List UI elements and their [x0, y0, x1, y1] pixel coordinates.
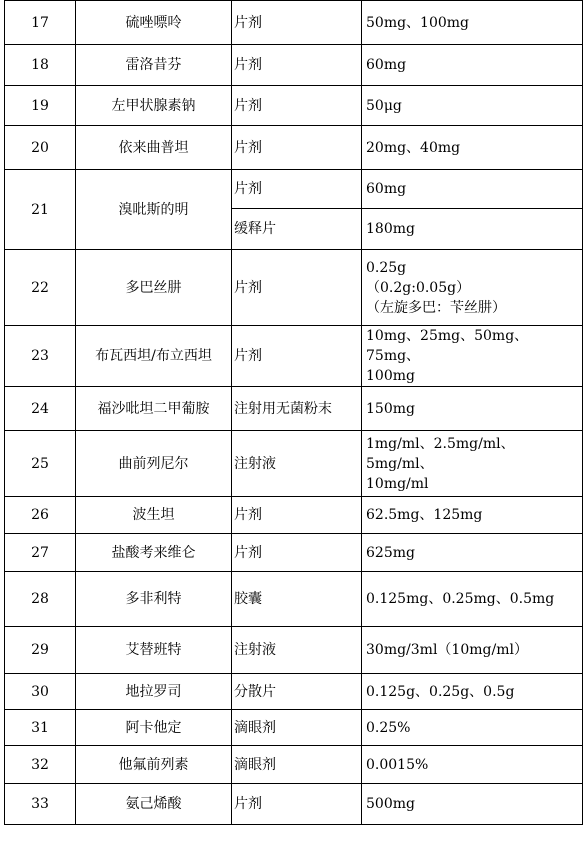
specification-line: 20mg、40mg — [366, 139, 461, 156]
row-number-cell: 19 — [5, 86, 76, 126]
specification-cell — [362, 784, 583, 825]
specification-line: 0.25% — [366, 719, 411, 736]
table-row — [5, 431, 583, 497]
dosage-form-cell: 注射液 — [232, 627, 362, 674]
dosage-form-cell: 片剂 — [232, 86, 362, 126]
table-row — [5, 627, 583, 674]
drug-name-cell: 左甲状腺素钠 — [76, 86, 232, 126]
row-number-cell: 31 — [5, 710, 76, 746]
specification-cell — [362, 572, 583, 627]
dosage-form-cell: 片剂 — [232, 326, 362, 387]
specification-cell — [362, 1, 583, 45]
dosage-form-cell: 片剂 — [232, 250, 362, 326]
specification-cell — [362, 86, 583, 126]
row-number-cell: 21 — [5, 170, 76, 250]
drug-name-cell: 盐酸考来维仑 — [76, 534, 232, 572]
table-row — [5, 126, 583, 170]
row-number-cell: 22 — [5, 250, 76, 326]
drug-name-cell: 艾替班特 — [76, 627, 232, 674]
specification-line: 1mg/ml、2.5mg/ml、5mg/ml、 — [366, 435, 515, 472]
table-row — [5, 572, 583, 627]
specification-cell — [362, 250, 583, 326]
specification-cell — [362, 126, 583, 170]
table-row — [5, 1, 583, 45]
specification-cell — [362, 497, 583, 534]
row-number-cell: 18 — [5, 45, 76, 86]
drug-name-cell: 溴吡斯的明 — [76, 170, 232, 250]
row-number-cell: 32 — [5, 746, 76, 784]
drug-name-cell: 依来曲普坦 — [76, 126, 232, 170]
row-number-cell: 17 — [5, 1, 76, 45]
drug-table-body — [5, 1, 583, 825]
table-row — [5, 86, 583, 126]
specification-cell — [362, 627, 583, 674]
specification-line: 0.25g — [366, 259, 407, 276]
drug-name-cell: 他氟前列素 — [76, 746, 232, 784]
table-row — [5, 170, 583, 209]
drug-name-cell: 布瓦西坦/布立西坦 — [76, 326, 232, 387]
drug-name-cell: 曲前列尼尔 — [76, 431, 232, 497]
specification-cell — [362, 431, 583, 497]
drug-table — [4, 0, 583, 825]
table-row — [5, 45, 583, 86]
specification-cell — [362, 209, 583, 250]
table-row — [5, 326, 583, 387]
specification-line: 62.5mg、125mg — [366, 507, 483, 523]
row-number-cell: 26 — [5, 497, 76, 534]
specification-line: 0.125mg、0.25mg、0.5mg — [366, 591, 555, 607]
specification-cell — [362, 326, 583, 387]
specification-line: 0.125g、0.25g、0.5g — [366, 683, 515, 700]
drug-name-cell: 地拉罗司 — [76, 674, 232, 710]
row-number-cell: 33 — [5, 784, 76, 825]
dosage-form-cell: 缓释片 — [232, 209, 362, 250]
row-number-cell: 27 — [5, 534, 76, 572]
dosage-form-cell: 滴眼剂 — [232, 746, 362, 784]
drug-name-cell: 硫唑嘌呤 — [76, 1, 232, 45]
specification-cell — [362, 674, 583, 710]
drug-name-cell: 氨己烯酸 — [76, 784, 232, 825]
specification-line: 10mg、25mg、50mg、75mg、 — [366, 328, 529, 364]
table-row — [5, 387, 583, 431]
specification-line: 180mg — [366, 221, 415, 237]
row-number-cell: 24 — [5, 387, 76, 431]
drug-name-cell: 福沙吡坦二甲葡胺 — [76, 387, 232, 431]
specification-line: （左旋多巴：苄丝肼） — [366, 299, 506, 316]
table-row — [5, 534, 583, 572]
specification-cell — [362, 710, 583, 746]
specification-line: 625mg — [366, 544, 415, 561]
dosage-form-cell: 注射液 — [232, 431, 362, 497]
specification-line: 150mg — [366, 400, 415, 417]
table-row — [5, 710, 583, 746]
dosage-form-cell: 片剂 — [232, 497, 362, 534]
drug-name-cell: 多非利特 — [76, 572, 232, 627]
table-row — [5, 250, 583, 326]
specification-line: 50mg、100mg — [366, 14, 470, 31]
specification-line: 0.0015% — [366, 756, 429, 773]
dosage-form-cell: 片剂 — [232, 534, 362, 572]
specification-line: 50μg — [366, 97, 402, 114]
specification-line: 60mg — [366, 181, 407, 197]
specification-cell — [362, 45, 583, 86]
row-number-cell: 29 — [5, 627, 76, 674]
drug-name-cell: 阿卡他定 — [76, 710, 232, 746]
dosage-form-cell: 胶囊 — [232, 572, 362, 627]
dosage-form-cell: 片剂 — [232, 1, 362, 45]
specification-line: 30mg/3ml（10mg/ml） — [366, 642, 528, 658]
row-number-cell: 30 — [5, 674, 76, 710]
specification-line: 500mg — [366, 796, 415, 812]
specification-line: 60mg — [366, 57, 407, 73]
drug-name-cell: 雷洛昔芬 — [76, 45, 232, 86]
table-row — [5, 674, 583, 710]
dosage-form-cell: 片剂 — [232, 126, 362, 170]
specification-cell — [362, 746, 583, 784]
table-row — [5, 784, 583, 825]
dosage-form-cell: 滴眼剂 — [232, 710, 362, 746]
row-number-cell: 25 — [5, 431, 76, 497]
dosage-form-cell: 片剂 — [232, 784, 362, 825]
specification-line: 100mg — [366, 368, 415, 384]
specification-line: 10mg/ml — [366, 475, 429, 492]
specification-cell — [362, 387, 583, 431]
specification-line: （0.2g:0.05g） — [366, 279, 471, 296]
dosage-form-cell: 片剂 — [232, 45, 362, 86]
row-number-cell: 28 — [5, 572, 76, 627]
dosage-form-cell: 分散片 — [232, 674, 362, 710]
specification-cell — [362, 170, 583, 209]
drug-name-cell: 波生坦 — [76, 497, 232, 534]
specification-cell — [362, 534, 583, 572]
table-row — [5, 746, 583, 784]
dosage-form-cell: 片剂 — [232, 170, 362, 209]
drug-name-cell: 多巴丝肼 — [76, 250, 232, 326]
row-number-cell: 20 — [5, 126, 76, 170]
dosage-form-cell: 注射用无菌粉末 — [232, 387, 362, 431]
table-row — [5, 497, 583, 534]
row-number-cell: 23 — [5, 326, 76, 387]
